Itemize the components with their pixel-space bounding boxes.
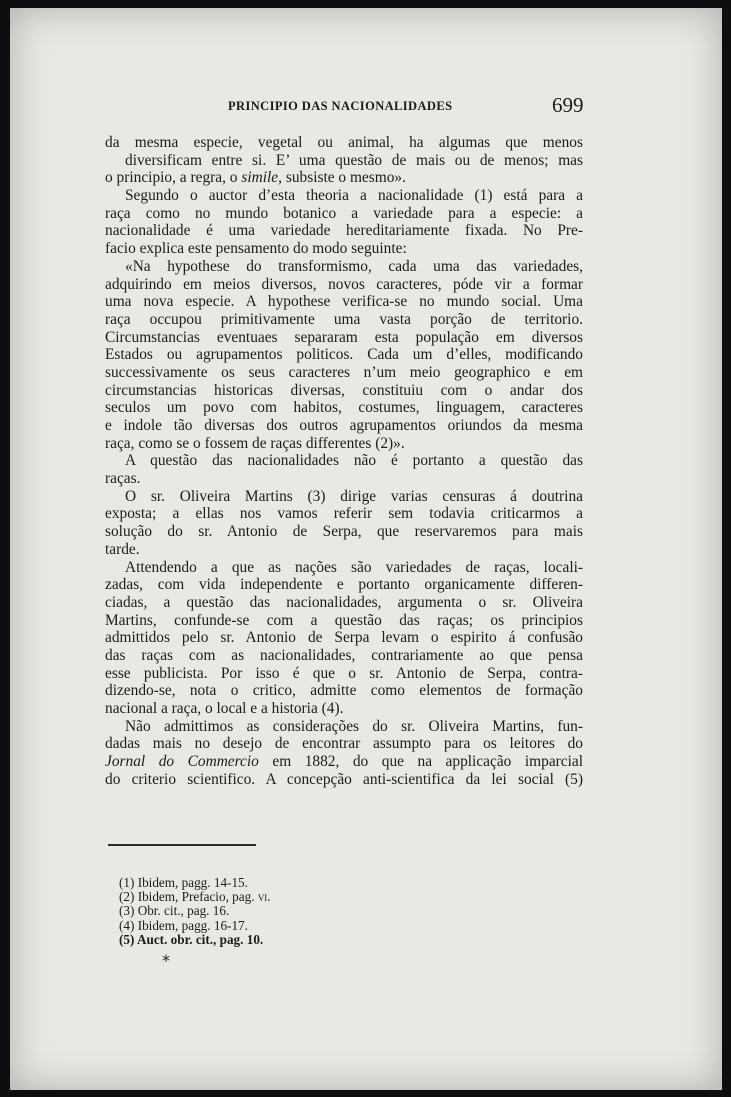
running-title: PRINCIPIO DAS NACIONALIDADES (228, 99, 453, 113)
text-line: tarde. (105, 540, 140, 558)
text-line: dadas mais no desejo de encontrar assumpto para os leitores do (105, 735, 583, 753)
running-header (10, 95, 722, 119)
text-line: nacional a raça, o local e a historia (4). (105, 700, 344, 717)
text-line: seculos um povo com habitos, costumes, linguagem, caracteres (105, 399, 583, 417)
text-line: «Na hypothese do transformismo, cada uma das variedades, (125, 257, 583, 275)
page-number: 699 (552, 93, 584, 117)
text-line: ciadas, a questão das nacionalidades, argumenta o sr. Oliveira (105, 593, 583, 611)
text-line: facio explica este pensamento do modo seguinte: (105, 240, 407, 258)
body-text (105, 134, 583, 788)
footnote-marker: (4) (119, 917, 135, 933)
footnote-text: Obr. cit., pag. 16. (137, 903, 230, 919)
footnote-text: Auct. obr. cit., pag. 10. (136, 931, 264, 947)
text-line: admittidos pelo sr. Antonio de Serpa levam o espirito á confusão (105, 629, 583, 647)
footnote-text: Ibidem, Prefacio, pag. (137, 889, 258, 905)
footnote-marker: (5) (119, 931, 135, 947)
text-line: successivamente os seus caracteres n’um meio geographico e em (105, 363, 583, 381)
text-line: exposta; a ellas nos vamos referir sem todavia criticarmos a (105, 505, 583, 523)
footnote (119, 904, 419, 918)
text-line: circumstancias historicas diversas, constituiu com o andar dos (105, 381, 583, 399)
text-line: Circumstancias eventuaes separaram esta população em diversos (105, 328, 583, 346)
text-segment: o principio, a regra, o (105, 169, 238, 187)
text-line (105, 169, 583, 187)
text-segment: em 1882, do que na applicação imparcial (272, 753, 583, 771)
text-line: solução do sr. Antonio de Serpa, que reservaremos para mais (105, 523, 583, 541)
text-line: nacionalidade é uma variedade hereditariamente fixada. No Pre- (105, 222, 583, 240)
text-line: Não admittimos as considerações do sr. Oliveira Martins, fun- (125, 717, 583, 735)
text-line: adquirindo em meios diversos, novos caracteres, póde vir a formar (105, 275, 583, 293)
signature-mark: * (162, 951, 170, 970)
footnote-marker: (1) (119, 875, 135, 890)
text-line: dizendo-se, nota o critico, admitte como elementos de formação (105, 682, 583, 700)
text-line: Estados ou agrupamentos politicos. Cada um d’elles, modificando (105, 346, 583, 364)
roman-numeral: vi. (257, 889, 271, 905)
text-line: da mesma especie, vegetal ou animal, ha algumas que menos (105, 134, 583, 151)
footnote-text: Ibidem, pagg. 14-15. (137, 875, 248, 890)
text-segment: subsiste o mesmo». (285, 169, 406, 187)
text-line: e indole tão diversas dos outros agrupamentos oriundos da mesma (105, 417, 583, 434)
footnote-text: Ibidem, pagg. 16-17. (137, 917, 248, 933)
text-line: do criterio scientifico. A concepção anti-scientifica da lei social (5) (105, 770, 583, 788)
text-line: raça, como se o fossem de raças differentes (2)». (105, 434, 405, 452)
italic-title: Jornal do Commercio (105, 753, 259, 771)
footnotes (119, 876, 419, 947)
text-line: uma nova especie. A hypothese verifica-se no mundo social. Uma (105, 293, 583, 311)
text-line: zadas, com vida independente e portanto organicamente differen- (105, 576, 583, 594)
footnote-marker: (2) (119, 889, 135, 905)
text-line: diversificam entre si. E’ uma questão de mais ou de menos; mas (125, 151, 583, 169)
italic-term: simile, (241, 169, 282, 187)
footnote-marker: (3) (119, 903, 135, 919)
text-line: Martins, confunde-se com a questão das raças; os principios (105, 611, 583, 629)
text-line: raça como no mundo botanico a variedade para a especie: a (105, 204, 583, 222)
footnote (119, 919, 419, 933)
footnote (119, 876, 419, 890)
text-line (105, 753, 583, 771)
book-page (10, 8, 722, 1090)
text-line: esse publicista. Por isso é que o sr. Antonio de Serpa, contra- (105, 664, 583, 682)
text-line: A questão das nacionalidades não é portanto a questão das (125, 452, 583, 470)
text-line: Segundo o auctor d’esta theoria a nacionalidade (1) está para a (125, 187, 583, 205)
text-line: raça occupou primitivamente uma vasta porção de territorio. (105, 310, 583, 328)
text-line: raças. (105, 470, 141, 488)
text-line: das raças com as nacionalidades, contrariamente ao que pensa (105, 646, 583, 664)
text-line: O sr. Oliveira Martins (3) dirige varias censuras á doutrina (125, 487, 583, 505)
footnote (119, 890, 419, 904)
footnote (119, 933, 419, 947)
text-line: Attendendo a que as nações são variedades de raças, locali- (125, 558, 583, 576)
footnote-rule (108, 844, 256, 846)
